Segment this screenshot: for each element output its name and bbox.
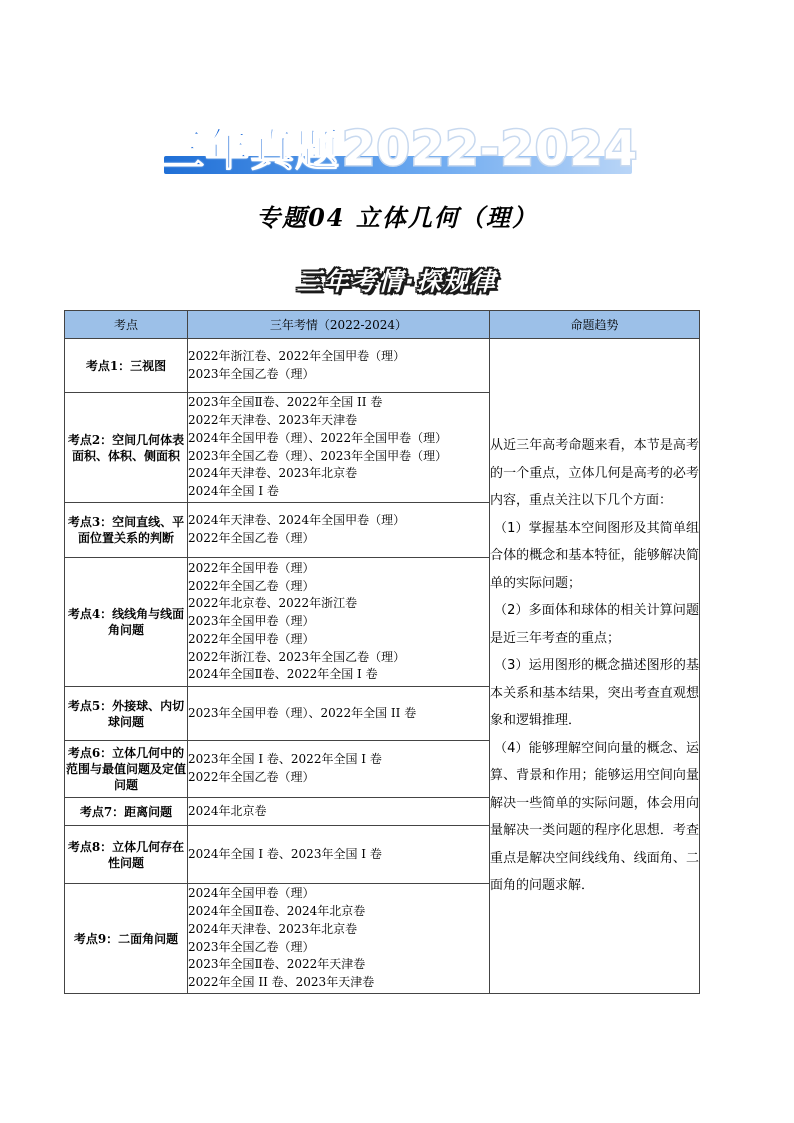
trend-paragraph: （2）多面体和球体的相关计算问题是近三年考查的重点； bbox=[490, 603, 699, 646]
paper-line: 2022年全国乙卷（理） bbox=[188, 531, 315, 545]
topic-cell: 考点8：立体几何存在性问题 bbox=[65, 826, 188, 884]
trend-paragraph: （3）运用图形的概念描述图形的基本关系和基本结果，突出考查直观想象和逻辑推理． bbox=[490, 658, 699, 729]
paper-line: 2023年全国乙卷（理）、2023年全国甲卷（理） bbox=[188, 448, 448, 463]
trend-paragraph: （1）掌握基本空间图形及其简单组合体的概念和基本特征，能够解决简单的实际问题； bbox=[490, 520, 699, 591]
paper-line: 2023年全国甲卷（理） bbox=[188, 614, 315, 629]
topic-cell: 考点5：外接球、内切球问题 bbox=[65, 687, 188, 741]
paper-line: 2024年天津卷、2023年北京卷 bbox=[188, 466, 358, 481]
topic-cell: 考点3：空间直线、平面位置关系的判断 bbox=[65, 503, 188, 558]
header-topic: 考点 bbox=[65, 311, 188, 339]
trend-cell bbox=[490, 339, 700, 994]
paper-line: 2023年全国乙卷（理） bbox=[188, 939, 315, 954]
paper-line: 2024年全国 I 卷、2023年全国 I 卷 bbox=[188, 846, 382, 861]
papers-cell bbox=[188, 884, 490, 994]
papers-cell bbox=[188, 741, 490, 798]
papers-cell bbox=[188, 503, 490, 558]
papers-cell bbox=[188, 558, 490, 687]
paper-line: 2023年全国Ⅱ卷、2022年全国 II 卷 bbox=[188, 395, 383, 410]
page-subtitle: 专题04 立体几何（理） bbox=[256, 203, 538, 232]
paper-line: 2024年全国Ⅱ卷、2024年北京卷 bbox=[188, 903, 366, 918]
topic-cell: 考点2：空间几何体表面积、体积、侧面积 bbox=[65, 393, 188, 503]
paper-line: 2024年北京卷 bbox=[188, 803, 267, 818]
paper-line: 2022年浙江卷、2023年全国乙卷（理） bbox=[188, 649, 406, 664]
trend-paragraph: 从近三年高考命题来看，本节是高考的一个重点，立体几何是高考的必考内容，重点关注以下几个方面： bbox=[490, 438, 699, 509]
paper-line: 2024年天津卷、2024年全国甲卷（理） bbox=[188, 513, 406, 528]
table-header-row bbox=[65, 311, 700, 339]
paper-line: 2023年全国乙卷（理） bbox=[188, 366, 315, 381]
papers-cell bbox=[188, 393, 490, 503]
exam-analysis-table bbox=[64, 310, 700, 994]
topic-cell: 考点7：距离问题 bbox=[65, 798, 188, 826]
topic-cell: 考点6：立体几何中的范围与最值问题及定值问题 bbox=[65, 741, 188, 798]
paper-line: 2024年天津卷、2023年北京卷 bbox=[188, 921, 358, 936]
paper-line: 2023年全国Ⅱ卷、2022年天津卷 bbox=[188, 957, 366, 972]
paper-line: 2022年天津卷、2023年天津卷 bbox=[188, 412, 358, 427]
trend-paragraph: （4）能够理解空间向量的概念、运算、背景和作用；能够运用空间向量解决一些简单的实际问题，体会用向量解决一类问题的程序化思想．考查重点是解决空间线线角、线面角、二面角的问题求解． bbox=[490, 740, 699, 894]
papers-cell bbox=[188, 687, 490, 741]
paper-line: 2023年全国 I 卷、2022年全国 I 卷 bbox=[188, 752, 382, 767]
paper-line: 2022年全国甲卷（理） bbox=[188, 631, 315, 646]
paper-line: 2024年全国Ⅱ卷、2022年全国 I 卷 bbox=[188, 667, 378, 682]
topic-cell: 考点1：三视图 bbox=[65, 339, 188, 393]
table-row bbox=[65, 339, 700, 393]
paper-line: 2022年全国乙卷（理） bbox=[188, 770, 315, 784]
topic-cell: 考点9：二面角问题 bbox=[65, 884, 188, 994]
papers-cell bbox=[188, 798, 490, 826]
paper-line: 2024年全国甲卷（理）、2022年全国甲卷（理） bbox=[188, 430, 448, 445]
paper-line: 2024年全国甲卷（理） bbox=[188, 886, 315, 901]
topic-cell: 考点4：线线角与线面角问题 bbox=[65, 558, 188, 687]
banner-title-part1: 三年真题 bbox=[160, 125, 340, 176]
paper-line: 2022年北京卷、2022年浙江卷 bbox=[188, 596, 358, 611]
banner-title bbox=[160, 120, 638, 189]
paper-line: 2022年浙江卷、2022年全国甲卷（理） bbox=[188, 348, 406, 363]
header-papers: 三年考情（2022-2024） bbox=[188, 311, 490, 339]
title-banner bbox=[160, 120, 639, 178]
header-trend: 命题趋势 bbox=[490, 311, 700, 339]
banner-title-part2: 2022-2024 bbox=[342, 121, 639, 177]
section-heading: 三年考情·探规律 bbox=[296, 267, 498, 296]
papers-cell bbox=[188, 826, 490, 884]
paper-line: 2022年全国乙卷（理） bbox=[188, 578, 315, 593]
papers-cell bbox=[188, 339, 490, 393]
paper-line: 2023年全国甲卷（理）、2022年全国 II 卷 bbox=[188, 705, 417, 720]
paper-line: 2024年全国 I 卷 bbox=[188, 484, 279, 499]
paper-line: 2022年全国 II 卷、2023年天津卷 bbox=[188, 975, 375, 990]
paper-line: 2022年全国甲卷（理） bbox=[188, 560, 315, 575]
